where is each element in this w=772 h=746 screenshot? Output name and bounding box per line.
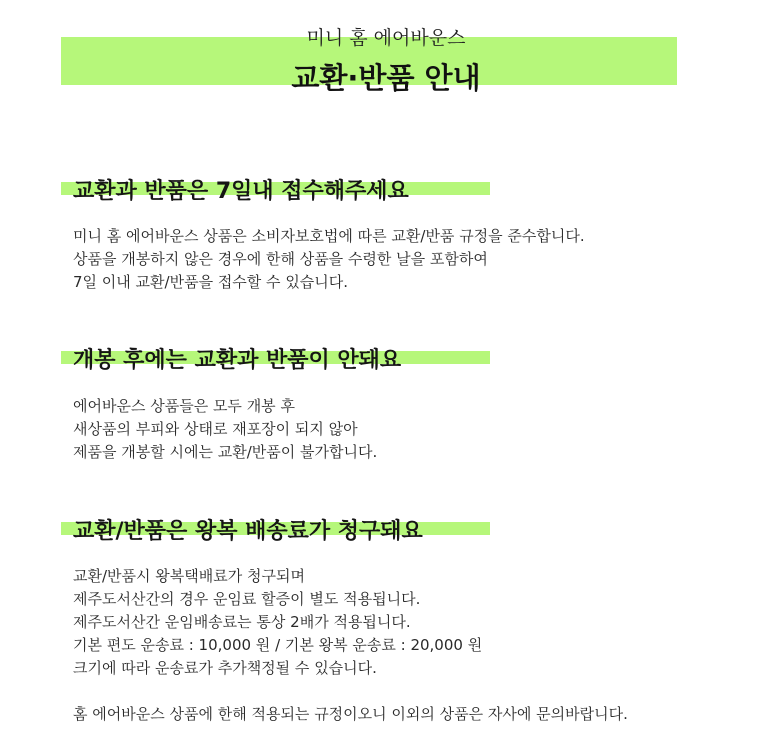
section-3-line: 기본 편도 운송료 : 10,000 원 / 기본 왕복 운송료 : 20,000 원 <box>73 636 483 654</box>
section-2-line: 새상품의 부피와 상태로 재포장이 되지 않아 <box>73 420 358 438</box>
page-subtitle: 미니 홈 에어바운스 <box>306 27 466 49</box>
section-2-body <box>73 395 377 464</box>
footer-note: 홈 에어바운스 상품에 한해 적용되는 규정이오니 이외의 상품은 자사에 문의바랍니다. <box>73 705 628 723</box>
section-2-heading: 개봉 후에는 교환과 반품이 안돼요 <box>73 348 402 373</box>
section-3-body <box>73 565 482 680</box>
section-1-line: 미니 홈 에어바운스 상품은 소비자보호법에 따른 교환/반품 규정을 준수합니다. <box>73 227 585 245</box>
section-1-line: 7일 이내 교환/반품을 접수할 수 있습니다. <box>73 273 349 291</box>
section-1-body <box>73 225 585 294</box>
page-title: 교환·반품 안내 <box>291 61 481 95</box>
section-3-line: 제주도서산간의 경우 운임료 할증이 별도 적용됩니다. <box>73 590 421 608</box>
section-3-line: 교환/반품시 왕복택배료가 청구되며 <box>73 567 305 585</box>
section-3-line: 제주도서산간 운임배송료는 통상 2배가 적용됩니다. <box>73 613 411 631</box>
section-3-heading: 교환/반품은 왕복 배송료가 청구돼요 <box>73 519 423 544</box>
section-2-line: 제품을 개봉할 시에는 교환/반품이 불가합니다. <box>73 443 378 461</box>
section-1-line: 상품을 개봉하지 않은 경우에 한해 상품을 수령한 날을 포함하여 <box>73 250 488 268</box>
section-3-line: 크기에 따라 운송료가 추가책정될 수 있습니다. <box>73 659 377 677</box>
section-1-heading: 교환과 반품은 7일내 접수해주세요 <box>73 179 409 204</box>
section-2-line: 에어바운스 상품들은 모두 개봉 후 <box>73 397 295 415</box>
